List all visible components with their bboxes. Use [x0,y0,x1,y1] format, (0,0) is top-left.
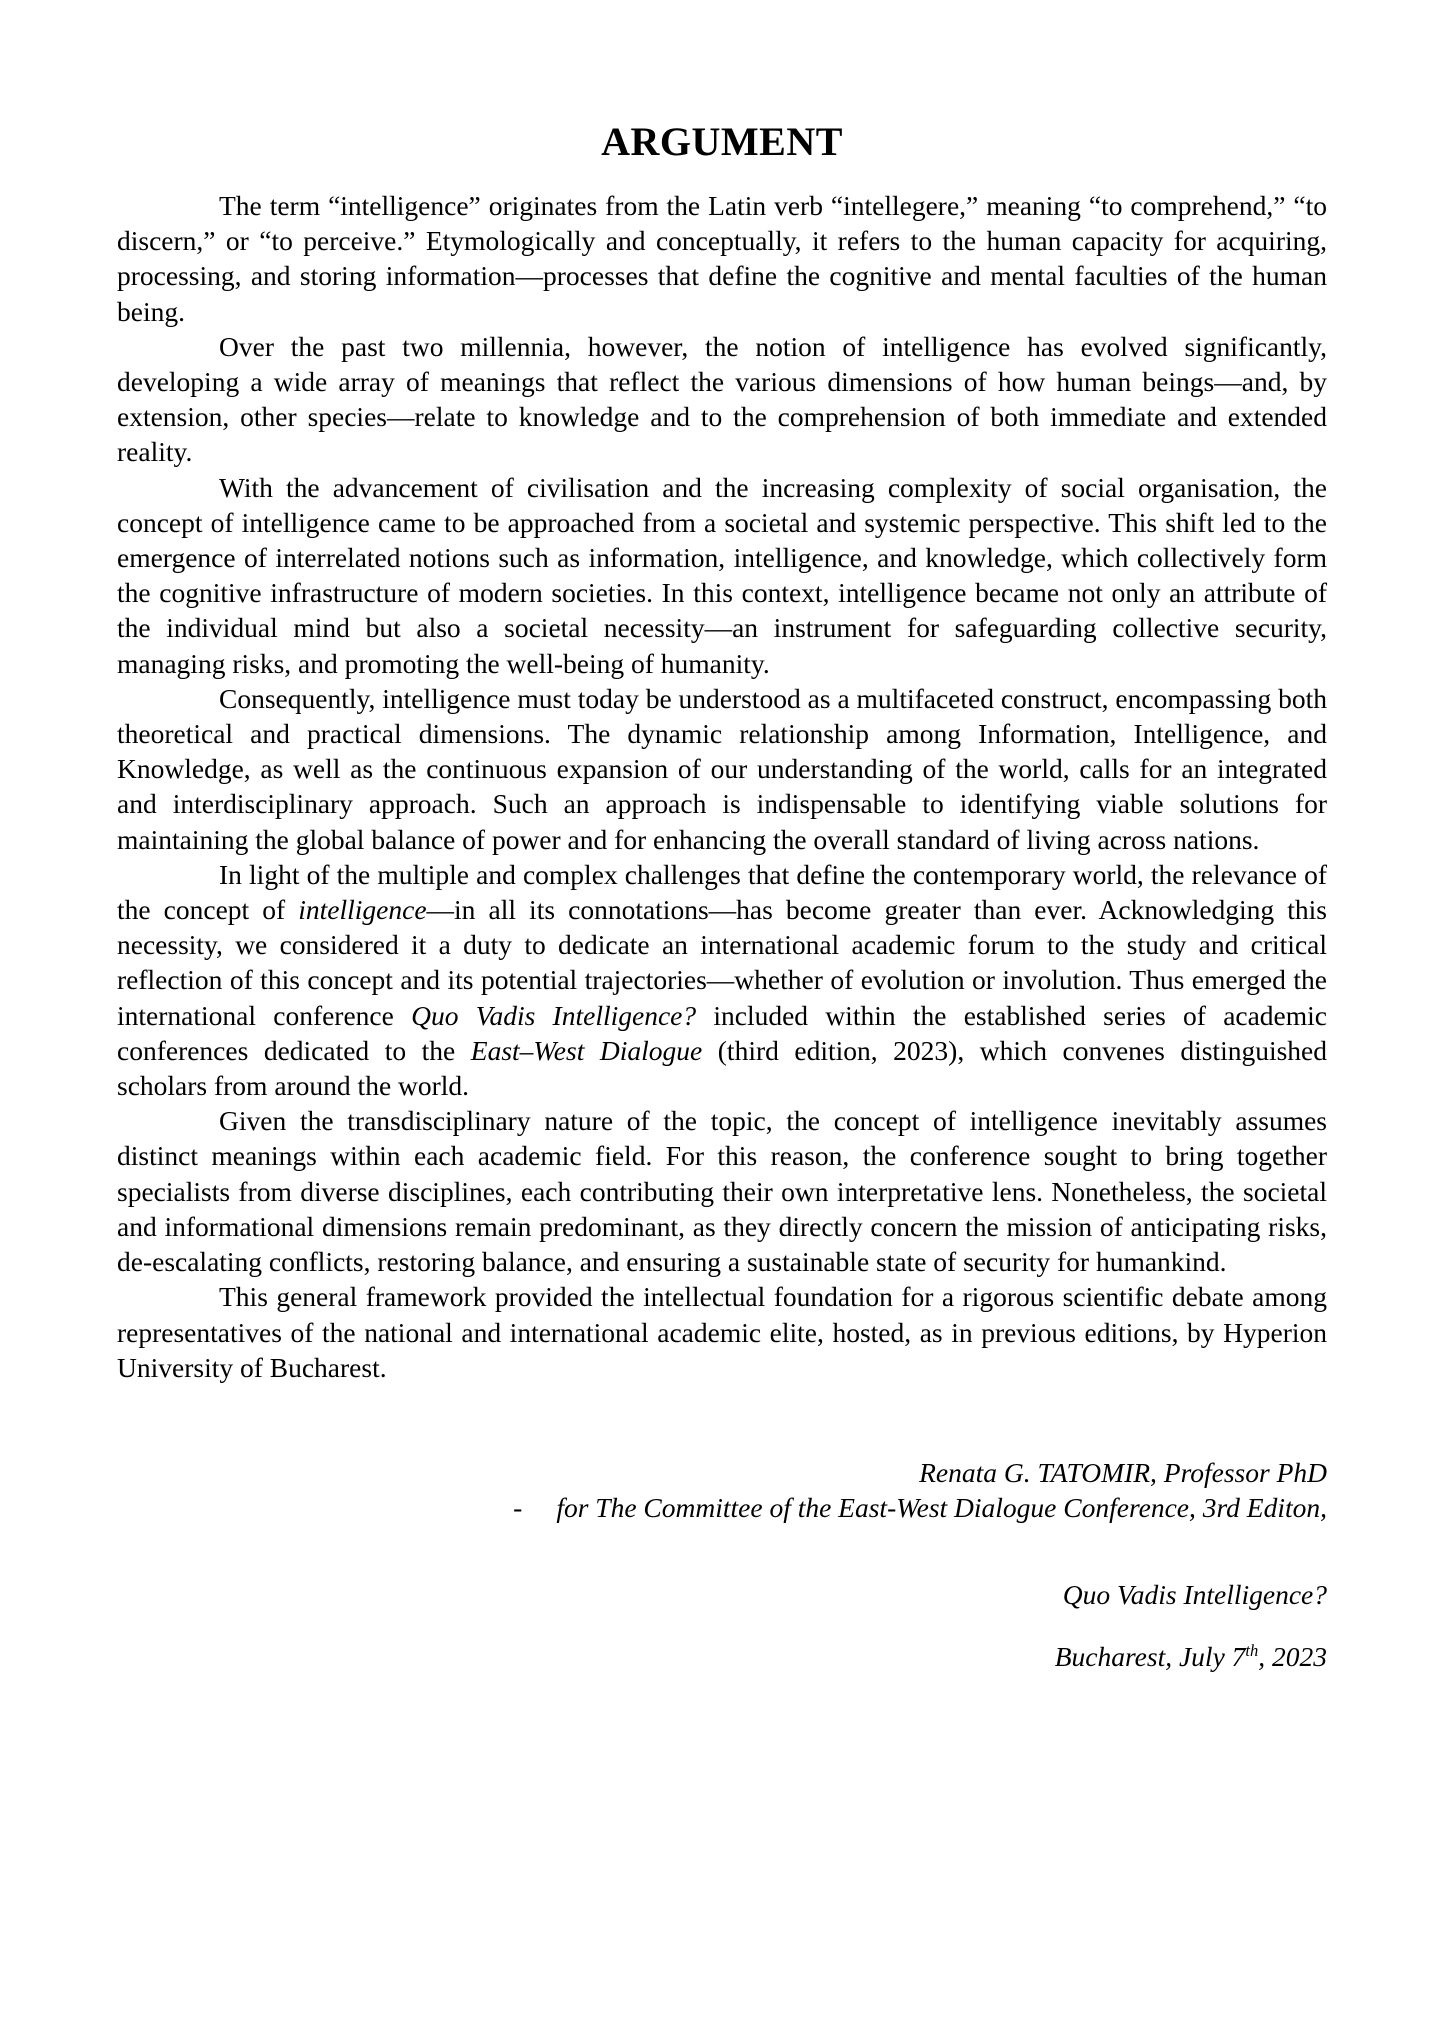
paragraph-1: The term “intelligence” originates from the Latin verb “intellegere,” meaning “to comprehend,” “to discern,” or “to perceive.” Etymologically and conceptually, it refers to the human capacity for acquiring, processing, and storing information—processes that define the cognitive and mental faculties of the human being. [117,190,1327,327]
committee-text: for The Committee of the East-West Dialogue Conference, 3rd Editon, [556,1492,1327,1524]
year: , 2023 [1258,1640,1327,1672]
paragraph-4: Consequently, intelligence must today be understood as a multifaceted construct, encompassing both theoretical and practical dimensions. The dynamic relationship among Information, Intelligence, and Knowledge, as well as the continuous expansion of our understanding of the world, calls for an integrated and interdisciplinary approach. Such an approach is indispensable to identifying viable solutions for maintaining the global balance of power and for enhancing the overall standard of living across nations. [117,682,1327,855]
place-date: Bucharest, July 7 [1054,1640,1246,1672]
text-run: (third edition, 2023), which convenes distinguished scholars from around the world. [117,1034,1328,1102]
signature-name: Renata G. TATOMIR, Professor PhD [919,1456,1327,1488]
document-page [117,118,1327,1674]
text-run: included within the established series of academic conferences dedicated to the [117,999,1328,1066]
paragraph-3: With the advancement of civilisation and the increasing complexity of social organisation, the concept of intelligence came to be approached from a societal and systemic perspective. This shift led to the emergence of interrelated notions such as information, intelligence, and knowledge, which collectively form the cognitive infrastructure of modern societies. In this context, intelligence became not only an attribute of the individual mind but also a societal necessity—an instrument for safeguarding collective security, managing risks, and promoting the well-being of humanity. [117,471,1327,679]
paragraph-2: Over the past two millennia, however, the notion of intelligence has evolved significantly, developing a wide array of meanings that reflect the various dimensions of how human beings—and, by extension, other species—relate to knowledge and to the comprehension of both immediate and extended reality. [117,330,1327,468]
text-run: In light of the multiple and complex challenges that define the contemporary world, the relevance of the concept of [117,858,1327,926]
page-title: ARGUMENT [601,119,843,164]
signature-conference: Quo Vadis Intelligence? [1062,1579,1327,1611]
signature-block [117,1455,1327,1674]
paragraph-7: This general framework provided the intellectual foundation for a rigorous scientific debate among representatives of the national and international academic elite, hosted, as in previous editions, by Hyperion University of Bucharest. [117,1281,1327,1383]
signature-committee [117,1490,1327,1525]
date-suffix: th [1245,1640,1259,1660]
italic-term: intelligence [298,894,427,926]
dash-bullet: - [513,1492,523,1524]
text-run: —in all its connotations—has become greater than ever. Acknowledging this necessity, we considered it a duty to dedicate an international academic forum to the study and critical reflection of this concept and its potential trajectories—whether of evolution or involution. Thus emerged the international conference [117,894,1327,1031]
series-title: East–West Dialogue [470,1034,703,1066]
signature-place-date [117,1639,1327,1674]
conference-title: Quo Vadis Intelligence? [411,999,697,1031]
paragraph-5 [117,857,1327,1103]
paragraph-6: Given the transdisciplinary nature of the topic, the concept of intelligence inevitably assumes distinct meanings within each academic field. For this reason, the conference sought to bring together specialists from diverse disciplines, each contributing their own interpretative lens. Nonetheless, the societal and informational dimensions remain predominant, as they directly concern the mission of anticipating risks, de-escalating conflicts, restoring balance, and ensuring a sustainable state of security for humankind. [117,1105,1327,1278]
